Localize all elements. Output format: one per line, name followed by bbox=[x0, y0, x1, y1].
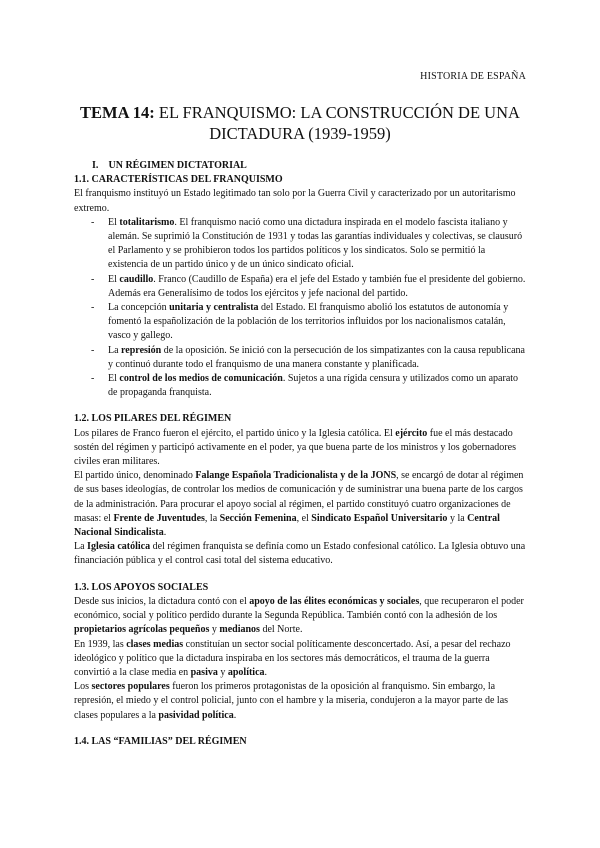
subject-header: HISTORIA DE ESPAÑA bbox=[420, 71, 526, 82]
title-label: TEMA 14: bbox=[80, 103, 155, 122]
list-item: - El control de los medios de comunicación. Sujetos a una rígida censura y utilizados como un aparato de propaganda franquista. bbox=[74, 372, 526, 400]
paragraph: El partido único, denominado Falange Española Tradicionalista y de la JONS, se encargó de dotar al régimen de sus bases ideologías, de controlar los medios de comunicación y de suministrar una buena parte de los cargos de la administración. Para procurar el apoyo social al régimen, el partido constituyó cuatro organizaciones de masas: el Frente de Juventudes, la Sección Femenina, el Sindicato Español Universitario y la Central Nacional Sindicalista. bbox=[74, 470, 524, 539]
paragraph: Los pilares de Franco fueron el ejército, el partido único y la Iglesia católica. El ejército fue el más destacado sostén del régimen y participó activamente en el poder, ya que buena parte de los ministros y los gobernadores civiles eran militares. bbox=[74, 427, 516, 468]
list-item: - La represión de la oposición. Se inició con la persecución de los simpatizantes con la causa republicana y continuó durante todo el franquismo de una manera constante y planificada. bbox=[74, 344, 526, 372]
section-heading-1-1: 1.1. CARACTERÍSTICAS DEL FRANQUISMO bbox=[74, 174, 283, 186]
paragraph: La Iglesia católica del régimen franquista se definía como un Estado confesional católico. La Iglesia obtuvo una financiación pública y el control casi total del sistema educativo. bbox=[74, 541, 526, 567]
title-line1: EL FRANQUISMO: LA CONSTRUCCIÓN DE UNA bbox=[154, 103, 520, 122]
page-title bbox=[74, 102, 526, 144]
paragraph: En 1939, las clases medias constituían un sector social políticamente desconcertado. Así, a pesar del rechazo ideológico y político que la dictadura inspiraba en los sectores más democráticos, el trauma de la guerra convirtió a la clase media en pasiva y apolítica. bbox=[74, 638, 511, 678]
section-heading-1: I. UN RÉGIMEN DICTATORIAL bbox=[92, 160, 247, 171]
section-heading-1-3: 1.3. LOS APOYOS SOCIALES bbox=[74, 581, 209, 593]
section-heading-1-2: 1.2. LOS PILARES DEL RÉGIMEN bbox=[74, 413, 232, 425]
paragraph: Los sectores populares fueron los primeros protagonistas de la oposición al franquismo. Sin embargo, la represión, el miedo y el control policial, junto con el hambre y la miseria, condujeron a la mayor parte de las clases populares a la pasividad política. bbox=[74, 681, 509, 721]
list-item: - La concepción unitaria y centralista del Estado. El franquismo abolió los estatutos de autonomía y fomentó la españolización de la población de los territorios influidos por los nacionalismos catalán, vasco y gallego. bbox=[74, 301, 526, 344]
document-body bbox=[74, 159, 526, 749]
title-line2: DICTADURA (1939-1959) bbox=[209, 124, 391, 143]
characteristics-list bbox=[74, 216, 526, 401]
section-heading-1-4: 1.4. LAS “FAMILIAS” DEL RÉGIMEN bbox=[74, 735, 247, 747]
paragraph: Desde sus inicios, la dictadura contó con el apoyo de las élites económicas y sociales, que recuperaron el poder económico, social y político perdido durante la Segunda República. También contó con la adhesión de los propietarios agrícolas pequeños y medianos del Norte. bbox=[74, 595, 524, 636]
list-item: - El caudillo. Franco (Caudillo de España) era el jefe del Estado y también fue el presidente del gobierno. Además era Generalísimo de todos los ejércitos y jefe nacional del partido. bbox=[74, 273, 526, 301]
paragraph-intro: El franquismo instituyó un Estado legitimado tan solo por la Guerra Civil y caracterizado por un autoritarismo extremo. bbox=[74, 188, 516, 214]
list-item: - El totalitarismo. El franquismo nació como una dictadura inspirada en el modelo fascista italiano y alemán. Se suprimió la Constitución de 1931 y todas las garantías individuales y colectivas, se clausuró el Parlamento y se prohibieron todos los partidos políticos y los sindicatos. Solo se permitió la existencia de un partido único y de un único sindicato oficial. bbox=[74, 216, 526, 273]
